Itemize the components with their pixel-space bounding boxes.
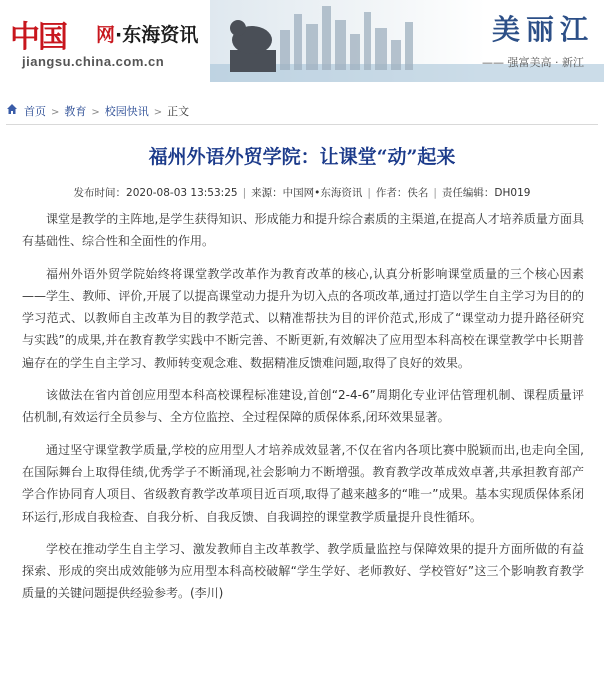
home-icon[interactable] (6, 103, 18, 115)
chevron-right-icon: > (91, 107, 100, 118)
logo-brand: 网 (96, 24, 116, 46)
chevron-right-icon: > (51, 107, 60, 118)
breadcrumb-campus-news[interactable]: 校园快讯 (104, 105, 149, 118)
statue-icon (230, 20, 276, 72)
header-banner[interactable] (210, 0, 604, 82)
building (294, 14, 302, 70)
chevron-right-icon: > (153, 107, 163, 118)
logo-url: jiangsu.china.com.cn (22, 54, 165, 69)
banner-title: 美丽江 (492, 13, 595, 46)
building (335, 20, 346, 70)
logo-mark: 中国 (10, 20, 66, 55)
logo-name (96, 20, 198, 47)
building (306, 24, 318, 70)
statue-head (230, 20, 246, 36)
source-value: 中国网•东海资讯 (282, 187, 363, 199)
article-paragraph: 通过坚守课堂教学质量,学校的应用型人才培养成效显著,不仅在省内各项比赛中脱颖而出,也走向全国,在国际舞台上取得佳绩,优秀学子不断涌现,社会影响力不断增强。教育教学改革成效卓著,共承担教育部产学合作协同育人项目、省级教育教学改革项目近百项,取得了越来越多的“唯一”成果。基本实现质保体系闭环运行,形成自我检查、自我分析、自我反馈、自我调控的课堂教学质量提升良性循环。 (22, 442, 584, 524)
article-paragraph: 学校在推动学生自主学习、激发教师自主改革教学、教学质量监控与保障效果的提升方面所做的有益探索、形成的突出成效能够为应用型本科高校破解“学生学好、老师教好、学校管好”这三个影响教育教学质量的关键问题提供经验参考。(李川) (22, 541, 584, 601)
article-body (22, 208, 584, 615)
source-label: 来源： (251, 187, 283, 199)
editor-value: DH019 (494, 187, 531, 199)
site-logo[interactable] (8, 10, 208, 74)
editor-label: 责任编辑： (441, 187, 495, 199)
breadcrumb-home[interactable]: 首页 (24, 105, 46, 118)
logo-name-text: ·东海资讯 (115, 24, 199, 46)
publish-label: 发布时间： (73, 187, 127, 199)
breadcrumb (0, 100, 604, 122)
building (405, 22, 413, 70)
article-paragraph: 福州外语外贸学院始终将课堂教学改革作为教育改革的核心,认真分析影响课堂质量的三个核心因素——学生、教师、评价,开展了以提高课堂动力提升为切入点的各项改革,通过打造以学生自主学习为目的的学习范式、以教师自主改革为目的教学范式、以精准帮扶为目的评价范式,形成了“课堂动力提升路径研究与实践”的成果,并在教育教学实践中不断完善、不断更新,有效解决了应用型本科高校在课堂教学中长期普遍存在的学生自主学习、教师转变观念难、数据精准反馈难问题,取得了良好的效果。 (22, 266, 584, 370)
building (375, 28, 387, 70)
publish-time: 2020-08-03 13:53:25 (126, 187, 238, 199)
breadcrumb-items (24, 103, 189, 119)
building (350, 34, 360, 70)
building (364, 12, 371, 70)
article-title: 福州外语外贸学院：让课堂“动”起来 (148, 146, 456, 168)
building (280, 30, 290, 70)
banner-subtitle: —— 强富美高 · 新江 (482, 56, 584, 69)
building-group (280, 6, 413, 70)
divider (6, 124, 598, 125)
author-value: 佚名 (407, 187, 429, 199)
breadcrumb-education[interactable]: 教育 (64, 105, 87, 118)
meta-separator: | (367, 187, 371, 199)
building (322, 6, 331, 70)
article-paragraph: 该做法在省内首创应用型本科高校课程标准建设,首创“2-4-6”周期化专业评估管理机制、课程质量评估机制,有效运行全员参与、全方位监控、全过程保障的质保体系,闭环效果显著。 (22, 388, 584, 425)
building (391, 40, 401, 70)
article-meta (0, 185, 604, 200)
site-header (0, 0, 604, 82)
breadcrumb-current: 正文 (167, 105, 190, 118)
author-label: 作者： (375, 187, 408, 199)
article-paragraph: 课堂是教学的主阵地,是学生获得知识、形成能力和提升综合素质的主渠道,在提高人才培养质量方面具有基础性、综合性和全面性的作用。 (22, 212, 584, 249)
meta-separator: | (242, 187, 247, 199)
meta-separator: | (433, 187, 437, 199)
